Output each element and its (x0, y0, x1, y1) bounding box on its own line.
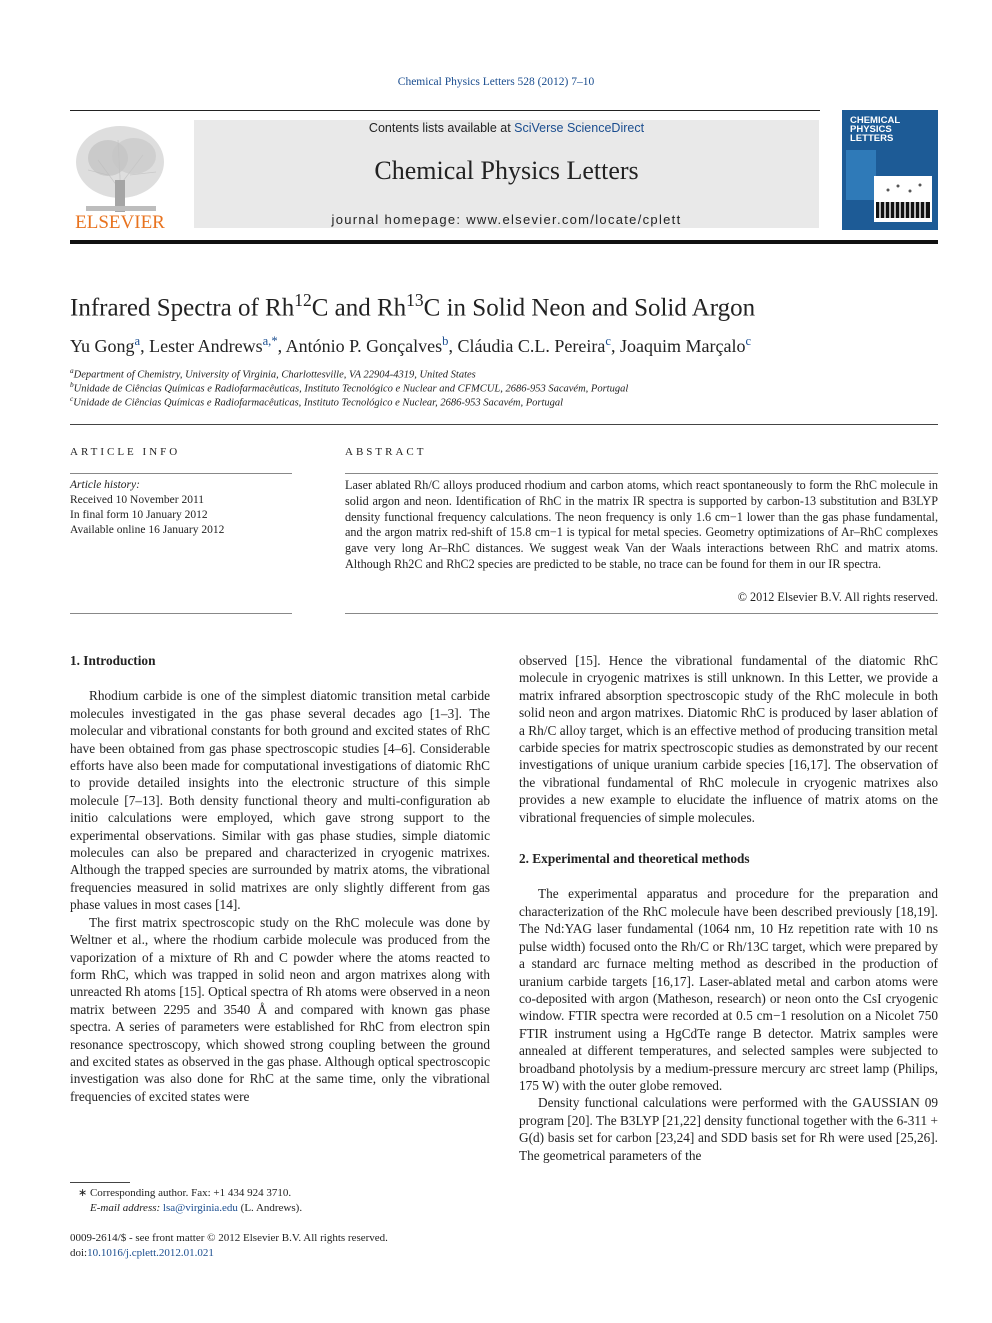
sciverse-link[interactable]: SciVerse ScienceDirect (514, 121, 645, 135)
author-name[interactable]: Joaquim Marçalo (620, 336, 746, 356)
methods-heading: 2. Experimental and theoretical methods (519, 851, 750, 867)
author-name[interactable]: Lester Andrews (149, 336, 263, 356)
footnote-rule (70, 1182, 130, 1183)
homepage-link[interactable]: www.elsevier.com/locate/cplett (466, 212, 682, 227)
author-affil-link[interactable]: b (442, 334, 449, 348)
affiliation-text: Department of Chemistry, University of Virginia, Charlottesville, VA 22904-4319, United States (73, 369, 476, 381)
history-final: In final form 10 January 2012 (70, 509, 208, 521)
affiliation-label: c (70, 394, 74, 403)
author-affil-link[interactable]: a (134, 334, 141, 348)
cover-figure (874, 176, 932, 222)
affiliation-c (70, 394, 563, 409)
affiliation-text: Unidade de Ciências Químicas e Radiofarmacêuticas, Instituto Tecnológico e Nuclear and CFMCUL, 2686-953 Sacavém, Portugal (73, 383, 629, 395)
email-label: E-mail address: (90, 1201, 161, 1214)
affiliation-a (70, 366, 476, 381)
history-received: Received 10 November 2011 (70, 494, 205, 506)
left-column (70, 652, 490, 1105)
author-affil-link[interactable]: c (745, 334, 752, 348)
elsevier-wordmark: ELSEVIER (75, 212, 165, 233)
article-info-heading: ARTICLE INFO (70, 446, 181, 458)
intro-paragraph-2: The first matrix spectroscopic study on the RhC molecule was done by Weltner et al., where the rhodium carbide molecule was produced from the vaporization of a mixture of Rh and C powder where the atoms reacted to form RhC, which was trapped in solid neon and argon matrixes along with unreacted Rh atoms [15]. Optical spectra of Rh atoms were observed in a neon matrix between 2295 and 3540 Å and compared with known gas phase spectra. A series of parameters were established for RhC from electron spin resonance spectroscopy, which showed strong coupling between the ground and excited states as observed in the gas phase. Although optical spectroscopic investigation was also done for RhC at the same time, only the vibrational frequencies of excited states were (70, 914, 490, 1104)
article-title (70, 290, 755, 322)
journal-homepage (194, 212, 819, 227)
asterisk-mark: ∗ (78, 1187, 88, 1199)
abstract-copyright: © 2012 Elsevier B.V. All rights reserved. (737, 590, 938, 604)
corresponding-footnote (78, 1186, 498, 1215)
doi-link[interactable]: 10.1016/j.cplett.2012.01.021 (87, 1246, 214, 1259)
abstract-text: Laser ablated Rh/C alloys produced rhodium and carbon atoms, which react spontaneously to form the RhC molecule in solid argon and neon. Identification of RhC in the matrix IR spectra is supported by carbon-13 substitution and B3LYP density functional frequency calculations. The neon frequency is only 1.6 cm−1 lower than the gas phase fundamental, and the argon matrix red-shift of 15.8 cm−1 is typical for metal species. Geometry optimizations of Ar–RhC complexes gave very long Ar–RhC distances. We suggest weak Van der Waals interactions between RhC and matrix atoms. Although Rh2C and RhC2 species are predicted to be stable, no trace can be found for them in our IR spectra. (345, 478, 938, 571)
affiliation-label: a (70, 366, 74, 375)
issn-footer (70, 1231, 510, 1260)
title-isotope: 13 (406, 290, 424, 310)
article-info-rule (70, 473, 292, 474)
elsevier-logo[interactable] (68, 120, 172, 232)
cover-art (846, 150, 876, 200)
header-thick-rule (70, 240, 938, 244)
doi-label: doi: (70, 1246, 88, 1259)
history-online: Available online 16 January 2012 (70, 524, 225, 536)
article-history (70, 478, 292, 538)
intro-paragraph-3: observed [15]. Hence the vibrational fundamental of the diatomic RhC molecule in cryogenic matrixes is still unknown. In this Letter, we provide a matrix infrared absorption spectroscopic study of the RhC molecule in both solid neon and argon matrixes. Diatomic RhC is produced by laser ablation of a Rh/C alloy target, which is an effective method of producing transition metal carbide species for matrix spectroscopic studies as demonstrated by our recent investigations of unique uranium carbide species [16,17]. The observation of the vibrational fundamental of RhC molecule in cryogenic matrixes also provides a new example to elucidate the influence of matrix atoms on the vibrational frequencies of simple molecules. (519, 653, 938, 825)
contents-prefix: Contents lists available at (368, 121, 515, 135)
email-link[interactable]: lsa@virginia.edu (162, 1201, 238, 1214)
header-rule (70, 110, 820, 111)
abstract-bottom-rule (345, 613, 938, 614)
intro-paragraph-1: Rhodium carbide is one of the simplest diatomic transition metal carbide molecules investigated in the gas phase several decades ago [1–3]. The molecular and vibrational constants for both ground and excited states of RhC have been obtained from gas phase spectroscopic studies [4–6]. Considerable efforts have also been made for computational investigations of diatomic RhC to provide detailed insights into the electronic structure of this simple molecule [7–13]. Both density functional theory and multi-configuration ab initio calculations were employed, which gave strong support to the experimental observations. Similar with gas phase studies, simple diatomic molecules can also be prepared and characterized in cryogenic matrixes. Although the trapped species are surrounded by matrix atoms, the vibrational frequencies measured in solid matrixes are only slightly different from gas phase values in most cases [14]. (70, 688, 490, 913)
journal-title: Chemical Physics Letters (374, 156, 639, 185)
author-name[interactable]: António P. Gonçalves (285, 336, 443, 356)
author-affil-link[interactable]: a,* (262, 334, 278, 348)
right-column (519, 652, 938, 1164)
history-label: Article history: (70, 479, 140, 491)
title-isotope: 12 (294, 290, 312, 310)
contents-line (194, 121, 819, 135)
affiliation-label: b (70, 380, 74, 389)
spectrum-icon (874, 176, 932, 222)
corresponding-text: Corresponding author. Fax: +1 434 924 3710. (89, 1187, 292, 1199)
author-name[interactable]: Cláudia C.L. Pereira (457, 336, 606, 356)
methods-paragraph-1: The experimental apparatus and procedure for the preparation and characterization of the RhC molecule have been described previously [18,19]. The Nd:YAG laser fundamental (1064 nm, 10 Hz repetition rate with 10 ns pulse width) focused onto the Rh/C or Rh/13C target, which were prepared by a standard arc furnace melting method as described in the production of uranium carbide targets [16,17]. Laser-ablated metal and carbon atoms were co-deposited with argon (Matheson, research) or neon onto the CsI cryogenic window. FTIR spectra were recorded at 0.5 cm−1 resolution on a Nicolet 750 FTIR instrument using a HgCdTe range B detector. Matrix samples were annealed at different temperatures, and selected samples were subjected to broadband photolysis by a medium-pressure mercury arc street lamp (Philips, 175 W) with the outer globe removed. (519, 886, 938, 1093)
abstract-rule (345, 473, 938, 474)
title-part: C in Solid Neon and Solid Argon (423, 294, 756, 322)
affiliation-text: Unidade de Ciências Químicas e Radiofarmacêuticas, Instituto Tecnológico e Nuclear, 2686-953 Sacavém, Portugal (73, 397, 564, 409)
author-name[interactable]: Yu Gong (70, 336, 135, 356)
journal-citation[interactable]: Chemical Physics Letters 528 (2012) 7–10 (397, 76, 595, 88)
cover-title: CHEMICAL PHYSICS LETTERS (850, 115, 900, 144)
author-affil-link[interactable]: c (605, 334, 611, 348)
info-top-rule (70, 424, 938, 425)
author-list: Yu Gong$^a$, Lester Andrews$^{a,*}$, António P. Gonçalves$^b$, Cláudia C.L. Pereira$^c$, Joaquim Marçalo$^c$ (70, 334, 752, 356)
homepage-prefix: journal homepage: (331, 212, 467, 227)
article-info-bottom-rule (70, 613, 292, 614)
title-part: C and Rh (311, 294, 407, 322)
affiliation-b (70, 380, 628, 395)
methods-paragraph-2: Density functional calculations were performed with the GAUSSIAN 09 program [20]. The B3LYP [21,22] density functional together with the 6-311 + G(d) basis set for carbon [23,24] and SDD basis set for Rh were used [25,26]. The geometrical parameters of the (519, 1095, 938, 1163)
email-suffix: (L. Andrews). (240, 1201, 303, 1214)
title-part: Infrared Spectra of Rh (70, 294, 295, 322)
intro-heading: 1. Introduction (70, 653, 156, 668)
abstract-heading: ABSTRACT (345, 446, 427, 458)
issn-line: 0009-2614/$ - see front matter © 2012 Elsevier B.V. All rights reserved. (70, 1232, 388, 1244)
